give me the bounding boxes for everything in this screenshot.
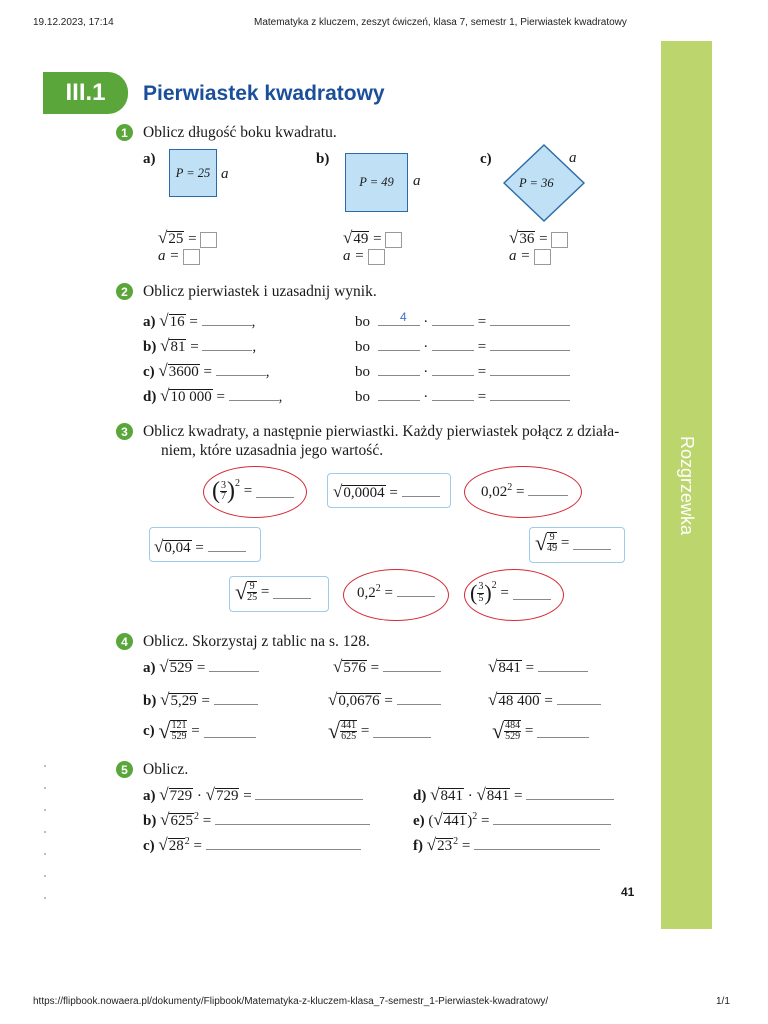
ex2-row-b: b) √81 = , — [143, 336, 257, 355]
exercise-3-instruction-2: niem, które uzasadnia jego wartość. — [161, 442, 384, 459]
print-datetime: 19.12.2023, 17:14 — [33, 17, 114, 28]
ex4-c-1: c) √ $\frac{121}{529}$ = — [143, 718, 256, 744]
answer-box[interactable] — [385, 232, 402, 248]
ex4-a-2: √576 = — [333, 657, 441, 677]
ex4-a-3: √841 = — [488, 657, 588, 677]
margin-dot — [44, 897, 46, 899]
ex4-b-2: √0,0676 = — [328, 690, 441, 710]
page-url[interactable]: https://flipbook.nowaera.pl/dokumenty/Flipbook/Matematyka-z-kluczem-klasa_7-semestr_1-Pierwiastek-kwadratowy/ — [33, 996, 549, 1007]
side-label: Rozgrzewka — [677, 435, 698, 535]
document-title: Matematyka z kluczem, zeszyt ćwiczeń, klasa 7, semestr 1, Pierwiastek kwadratowy — [254, 17, 627, 28]
handwritten-answer: 4 — [400, 310, 407, 324]
answer-box[interactable] — [200, 232, 217, 248]
section-number-tab: III.1 — [43, 72, 128, 114]
exercise-1-instruction: Oblicz długość boku kwadratu. — [143, 124, 337, 141]
ex1-root-b: √49 = — [343, 228, 402, 248]
exercise-number-3: 3 — [116, 423, 133, 440]
answer-box[interactable] — [368, 249, 385, 265]
ex5-c: c) $√28^2$ = — [143, 835, 361, 855]
ex2-bo-a: bo · = — [355, 313, 570, 331]
side-b-label: a — [413, 173, 421, 189]
ex1-a-b: a = — [343, 248, 385, 265]
exercise-4-instruction: Oblicz. Skorzystaj z tablic na s. 128. — [143, 633, 370, 650]
ex1-label-b: b) — [316, 151, 330, 167]
answer-box[interactable] — [183, 249, 200, 265]
ex2-bo-d: bo · = — [355, 388, 570, 406]
margin-dot — [44, 787, 46, 789]
ex2-bo-b: bo · = — [355, 338, 570, 356]
ex1-label-a: a) — [143, 151, 156, 167]
ex5-f: f) $√23^2$ = — [413, 835, 600, 855]
ex1-a-a: a = — [158, 248, 200, 265]
margin-dot — [44, 853, 46, 855]
ex1-root-c: √36 = — [509, 228, 568, 248]
exercise-number-1: 1 — [116, 124, 133, 141]
square-c-area: P = 36 — [519, 176, 554, 190]
ex2-row-d: d) √10 000 = , — [143, 386, 283, 405]
exercise-number-4: 4 — [116, 633, 133, 650]
exercise-number-5: 5 — [116, 761, 133, 778]
exercise-number-2: 2 — [116, 283, 133, 300]
ex4-a-1: a) √529 = — [143, 657, 259, 677]
side-c-label: a — [569, 150, 577, 166]
side-a-label: a — [221, 166, 229, 182]
answer-box[interactable] — [551, 232, 568, 248]
ex1-label-c: c) — [480, 151, 492, 167]
margin-dot — [44, 831, 46, 833]
exercise-5-instruction: Oblicz. — [143, 761, 189, 778]
answer-box[interactable] — [534, 249, 551, 265]
section-title: Pierwiastek kwadratowy — [143, 82, 385, 105]
margin-dot — [44, 809, 46, 811]
margin-dot — [44, 875, 46, 877]
ex4-c-2: √ $\frac{441}{625}$ = — [328, 718, 431, 744]
ex2-row-c: c) √3600 = , — [143, 361, 270, 380]
ex2-bo-c: bo · = — [355, 363, 570, 381]
exercise-3-instruction-1: Oblicz kwadraty, a następnie pierwiastki. Każdy pierwiastek połącz z działa- — [143, 423, 620, 440]
page-count: 1/1 — [716, 996, 730, 1007]
ex5-b: b) $√625^2$ = — [143, 810, 370, 830]
square-b: P = 49 — [345, 153, 408, 212]
side-band — [661, 41, 712, 929]
ex1-a-c: a = — [509, 248, 551, 265]
margin-dot — [44, 765, 46, 767]
page-number: 41 — [621, 885, 635, 899]
ex2-row-a: a) √16 = , — [143, 311, 256, 330]
ex1-root-a: √25 = — [158, 228, 217, 248]
ex4-c-3: √ $\frac{484}{529}$ = — [492, 718, 589, 744]
ex4-b-1: b) √5,29 = — [143, 690, 258, 710]
ex4-b-3: √48 400 = — [488, 690, 601, 710]
exercise-2-instruction: Oblicz pierwiastek i uzasadnij wynik. — [143, 283, 377, 300]
ex5-a: a) √729 · √729 = — [143, 785, 363, 805]
ex5-e: e) $(√441)^2$ = — [413, 810, 611, 830]
ex5-d: d) √841 · √841 = — [413, 785, 614, 805]
square-a: P = 25 — [169, 149, 217, 197]
